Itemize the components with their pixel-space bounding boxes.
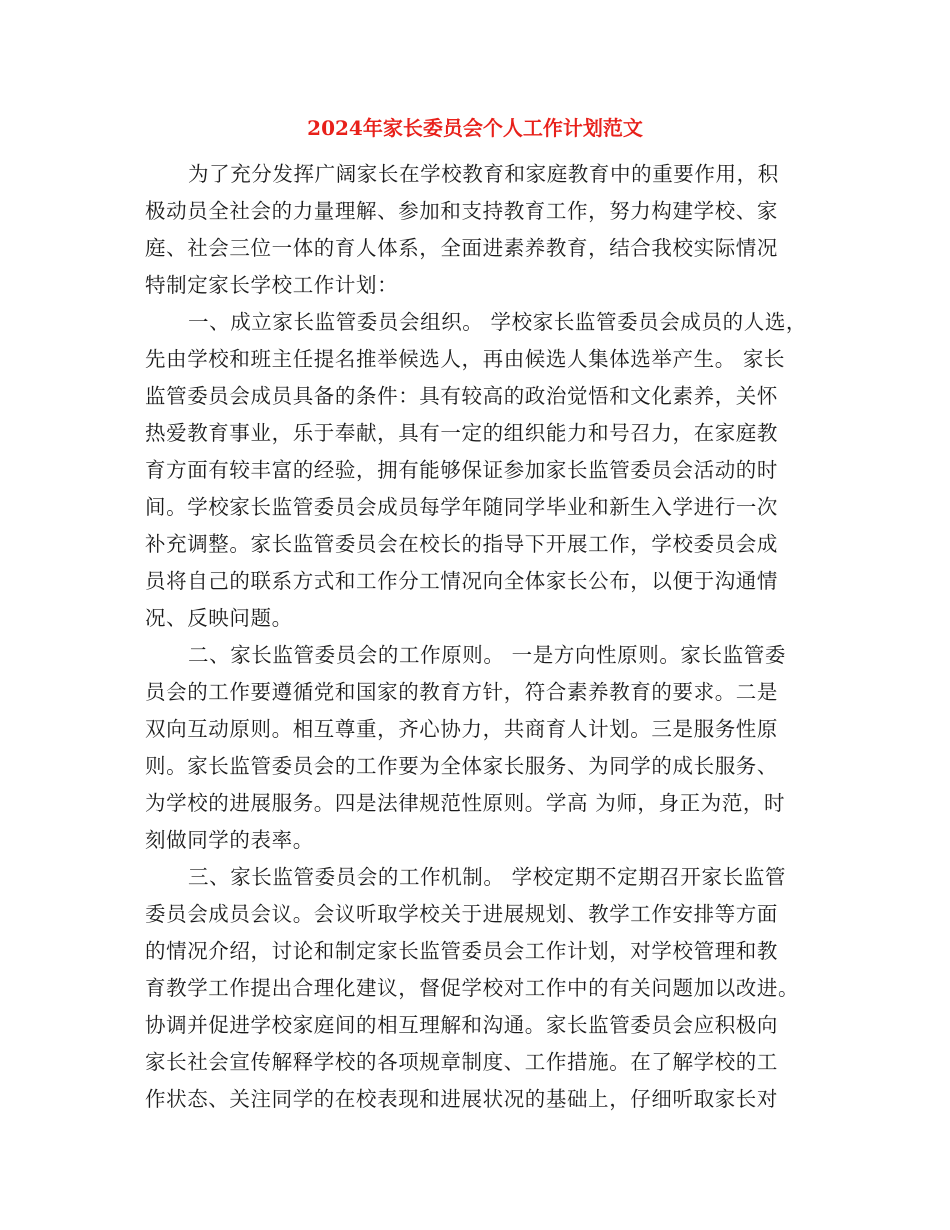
paragraph-line: 员将自己的联系方式和工作分工情况向全体家长公布，以便于沟通情 (145, 569, 778, 593)
paragraph-line: 为了充分发挥广阔家长在学校教育和家庭教育中的重要作用，积 (188, 162, 779, 186)
paragraph-line: 刻做同学的表率。 (145, 828, 314, 852)
document-title: 2024年家长委员会个人工作计划范文 (307, 116, 643, 140)
paragraph-line: 热爱教育事业，乐于奉献，具有一定的组织能力和号召力，在家庭教 (145, 421, 778, 445)
paragraph-line: 协调并促进学校家庭间的相互理解和沟通。家长监管委员会应积极向 (145, 1013, 778, 1037)
paragraph-line: 家长社会宣传解释学校的各项规章制度、工作措施。在了解学校的工 (145, 1050, 778, 1074)
paragraph-line: 监管委员会成员具备的条件：具有较高的政治觉悟和文化素养，关怀 (145, 384, 778, 408)
paragraph-line: 一、成立家长监管委员会组织。 学校家长监管委员会成员的人选， (188, 310, 808, 334)
paragraph-line: 三、家长监管委员会的工作机制。 学校定期不定期召开家长监管 (188, 865, 786, 889)
paragraph-line: 育教学工作提出合理化建议，督促学校对工作中的有关问题加以改进。 (145, 976, 800, 1000)
paragraph-line: 补充调整。家长监管委员会在校长的指导下开展工作，学校委员会成 (145, 532, 778, 556)
paragraph-line: 庭、社会三位一体的育人体系，全面进素养教育，结合我校实际情况 (145, 236, 778, 260)
paragraph-line: 极动员全社会的力量理解、参加和支持教育工作，努力构建学校、家 (145, 199, 778, 223)
paragraph-line: 双向互动原则。相互尊重，齐心协力，共商育人计划。三是服务性原 (145, 717, 778, 741)
paragraph-line: 特制定家长学校工作计划： (145, 273, 399, 297)
paragraph-line: 先由学校和班主任提名推举候选人，再由候选人集体选举产生。 家长 (145, 347, 786, 371)
paragraph-line: 员会的工作要遵循党和国家的教育方针，符合素养教育的要求。二是 (145, 680, 778, 704)
paragraph-line: 况、反映问题。 (145, 606, 293, 630)
paragraph-line: 则。家长监管委员会的工作要为全体家长服务、为同学的成长服务、 (145, 754, 778, 778)
paragraph-line: 育方面有较丰富的经验，拥有能够保证参加家长监管委员会活动的时 (145, 458, 778, 482)
paragraph-line: 二、家长监管委员会的工作原则。 一是方向性原则。家长监管委 (188, 643, 786, 667)
paragraph-line: 间。学校家长监管委员会成员每学年随同学毕业和新生入学进行一次 (145, 495, 778, 519)
paragraph-line: 的情况介绍，讨论和制定家长监管委员会工作计划，对学校管理和教 (145, 939, 778, 963)
paragraph-line: 作状态、关注同学的在校表现和进展状况的基础上，仔细听取家长对 (145, 1087, 778, 1111)
paragraph-line: 委员会成员会议。会议听取学校关于进展规划、教学工作安排等方面 (145, 902, 778, 926)
paragraph-line: 为学校的进展服务。四是法律规范性原则。学高 为师，身正为范，时 (145, 791, 786, 815)
